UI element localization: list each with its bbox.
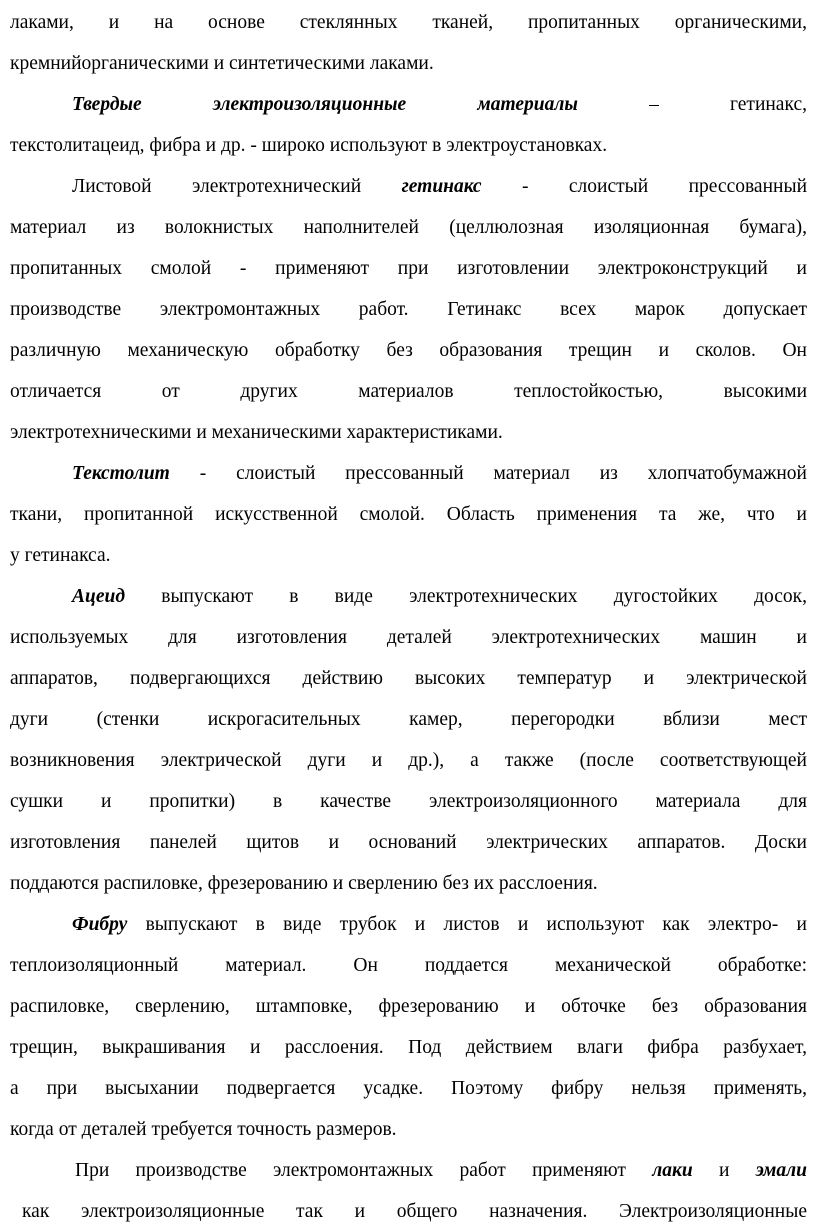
paragraph-start-line: Твердые электроизоляционные материалы – гетинакс, bbox=[72, 94, 807, 115]
text-line: дуги (стенки искрогасительных камер, перегородки вблизи мест bbox=[10, 709, 807, 730]
term-varnish: лаки bbox=[652, 1160, 693, 1181]
text-line: как электроизоляционные так и общего назначения. Электроизоляционные bbox=[22, 1201, 807, 1222]
term-solid-materials: Твердые электроизоляционные материалы bbox=[72, 94, 578, 115]
text-line: поддаются распиловке, фрезерованию и сверлению без их расслоения. bbox=[10, 873, 598, 894]
paragraph-start-line: Текстолит - слоистый прессованный материал из хлопчатобумажной bbox=[72, 463, 807, 484]
text-line: используемых для изготовления деталей электротехнических машин и bbox=[10, 627, 807, 648]
text-line: а при высыхании подвергается усадке. Поэтому фибру нельзя применять, bbox=[10, 1078, 807, 1099]
text-line: распиловке, сверлению, штамповке, фрезерованию и обточке без образования bbox=[10, 996, 807, 1017]
text-line: отличается от других материалов теплостойкостью, высокими bbox=[10, 381, 807, 402]
text-line: сушки и пропитки) в качестве электроизоляционного материала для bbox=[10, 791, 807, 812]
term-aceid: Ацеид bbox=[72, 586, 126, 607]
text-line: материал из волокнистых наполнителей (целлюлозная изоляционная бумага), bbox=[10, 217, 807, 238]
term-getinaks: гетинакс bbox=[401, 176, 482, 197]
text-line: когда от деталей требуется точность размеров. bbox=[10, 1119, 397, 1140]
text-line: ткани, пропитанной искусственной смолой. Область применения та же, что и bbox=[10, 504, 807, 525]
text-line: изготовления панелей щитов и оснований электрических аппаратов. Доски bbox=[10, 832, 807, 853]
paragraph-start-line: Фибру выпускают в виде трубок и листов и используют как электро- и bbox=[72, 914, 807, 935]
text-line: электротехническими и механическими характеристиками. bbox=[10, 422, 503, 443]
term-enamel: эмали bbox=[755, 1160, 808, 1181]
text-line: у гетинакса. bbox=[10, 545, 111, 566]
text-line: пропитанных смолой - применяют при изготовлении электроконструкций и bbox=[10, 258, 807, 279]
term-fibre: Фибру bbox=[72, 914, 128, 935]
text-line: аппаратов, подвергающихся действию высоких температур и электрической bbox=[10, 668, 807, 689]
text-line: текстолитацеид, фибра и др. - широко используют в электроустановках. bbox=[10, 135, 608, 156]
text-line: трещин, выкрашивания и расслоения. Под действием влаги фибра разбухает, bbox=[10, 1037, 807, 1058]
text-line: различную механическую обработку без образования трещин и сколов. Он bbox=[10, 340, 807, 361]
text-line: лаками, и на основе стеклянных тканей, пропитанных органическими, bbox=[10, 12, 807, 33]
text-line: производстве электромонтажных работ. Гетинакс всех марок допускает bbox=[10, 299, 807, 320]
text-line: теплоизоляционный материал. Он поддается механической обработке: bbox=[10, 955, 807, 976]
text-line: возникновения электрической дуги и др.), а также (после соответствующей bbox=[10, 750, 807, 771]
text-line: кремнийорганическими и синтетическими лаками. bbox=[10, 53, 434, 74]
paragraph-start-line: Листовой электротехнический гетинакс - слоистый прессованный bbox=[72, 176, 808, 197]
paragraph-start-line: Ацеид выпускают в виде электротехнических дугостойких досок, bbox=[72, 586, 807, 607]
term-textolite: Текстолит bbox=[72, 463, 170, 484]
paragraph-start-line: При производстве электромонтажных работ применяют лаки и эмали bbox=[75, 1160, 808, 1181]
